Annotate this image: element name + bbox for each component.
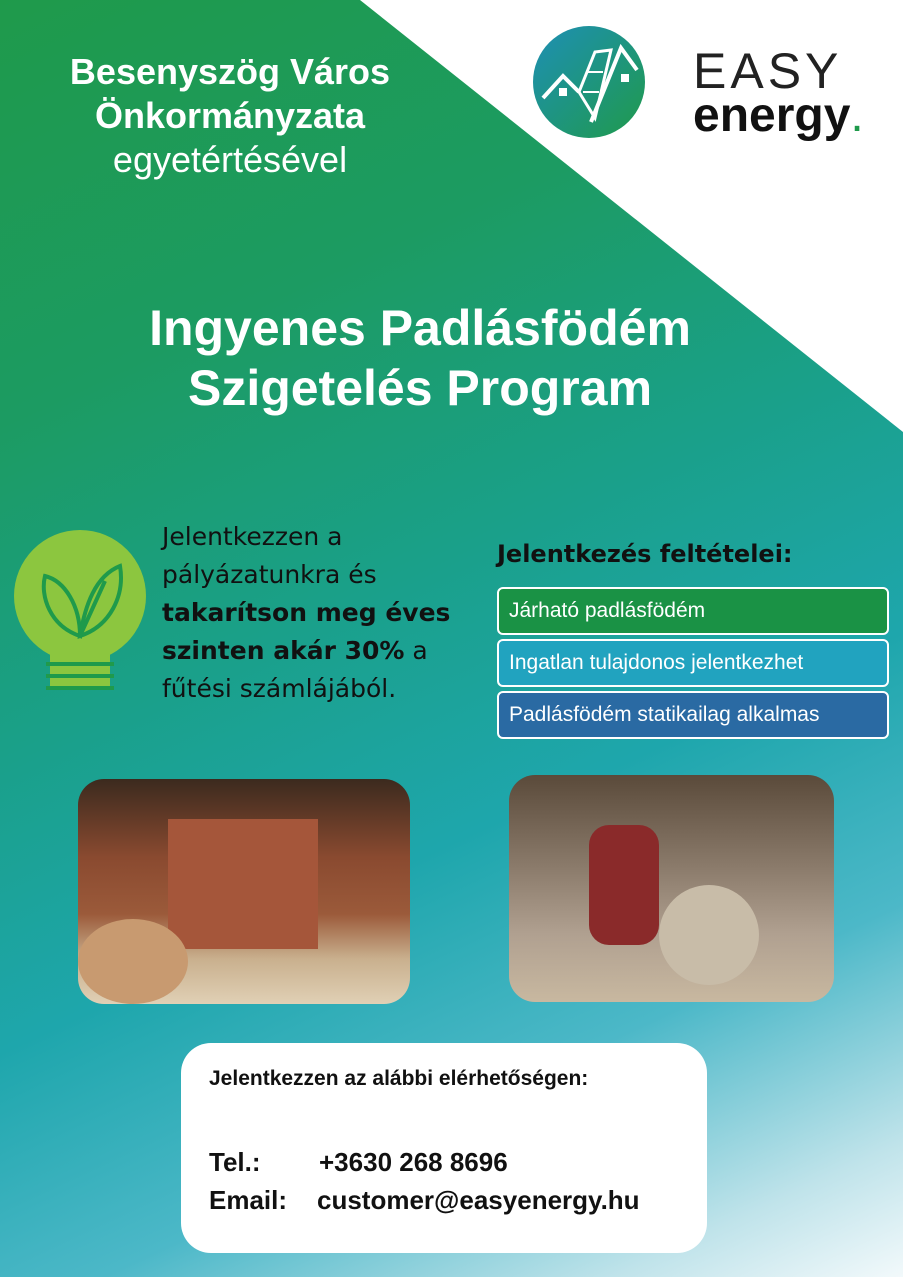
conditions-heading: Jelentkezés feltételei: bbox=[497, 540, 793, 568]
email-label: Email: bbox=[209, 1185, 288, 1215]
worker-insulation-photo bbox=[509, 775, 834, 1002]
logo-energy-word: energy bbox=[693, 89, 851, 142]
email-address[interactable]: customer@easyenergy.hu bbox=[317, 1185, 640, 1215]
pitch-part1: Jelentkezzen a pályázatunkra és bbox=[162, 522, 377, 589]
pitch-text bbox=[162, 518, 482, 708]
logo-dot: . bbox=[850, 89, 864, 142]
logo-roof-icon bbox=[533, 26, 645, 138]
organizer-line1: Besenyszög Város bbox=[69, 51, 391, 92]
condition-item: Járható padlásfödém bbox=[497, 587, 889, 635]
organizer-text bbox=[20, 50, 440, 182]
condition-item: Ingatlan tulajdonos jelentkezhet bbox=[497, 639, 889, 687]
logo-easy: EASY bbox=[693, 43, 843, 99]
organizer-line2: Önkormányzata bbox=[94, 95, 366, 136]
phone-number[interactable]: +3630 268 8696 bbox=[319, 1147, 508, 1177]
title-line2: Szigetelés Program bbox=[187, 360, 653, 416]
easy-energy-logo bbox=[533, 26, 893, 142]
eco-lightbulb-icon bbox=[10, 526, 150, 696]
pitch-highlight: takarítson meg éves szinten akár 30% bbox=[162, 598, 451, 665]
condition-item: Padlásfödém statikailag alkalmas bbox=[497, 691, 889, 739]
attic-insulation-photo bbox=[78, 779, 410, 1004]
contact-heading: Jelentkezzen az alábbi elérhetőségen: bbox=[209, 1067, 589, 1090]
organizer-line3: egyetértésével bbox=[112, 139, 348, 180]
pitch-part2: a fűtési számlájából. bbox=[162, 636, 428, 703]
logo-energy bbox=[693, 88, 864, 143]
title-line1: Ingyenes Padlásfödém bbox=[149, 300, 691, 356]
contact-box bbox=[181, 1043, 707, 1253]
program-title bbox=[0, 298, 840, 418]
tel-label: Tel.: bbox=[209, 1147, 261, 1177]
